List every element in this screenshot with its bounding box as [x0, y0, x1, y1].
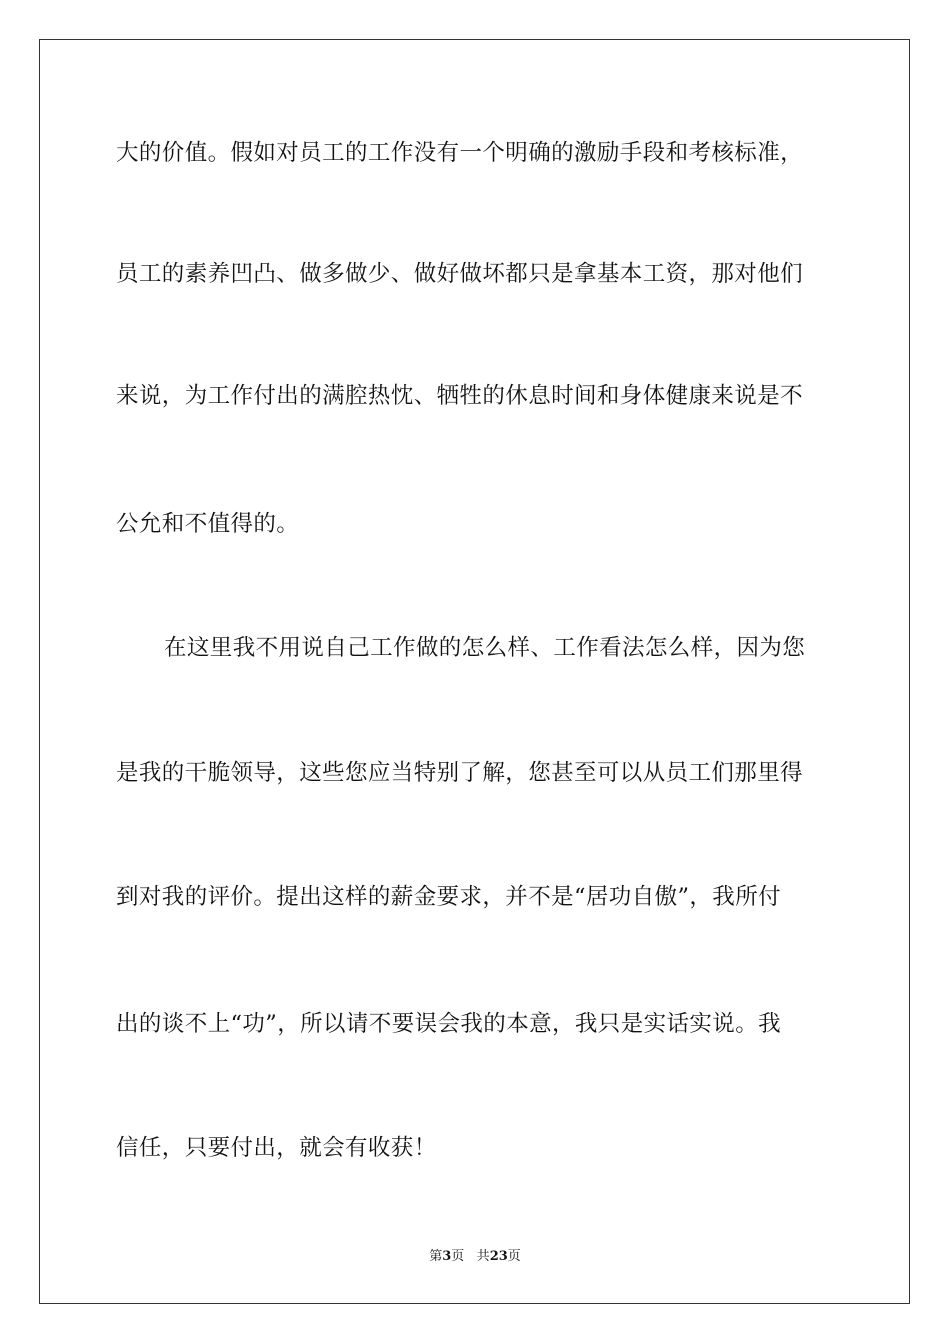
body-line: 出的谈不上“功”，所以请不要误会我的本意，我只是实话实说。我: [116, 1011, 782, 1037]
total-pages: 23: [489, 1249, 508, 1264]
page-border: [39, 39, 910, 1304]
total-suffix: 页: [507, 1249, 521, 1264]
page-prefix: 第: [429, 1249, 443, 1264]
body-line: 信任，只要付出，就会有收获！: [116, 1135, 437, 1161]
body-line: 公允和不值得的。: [116, 511, 300, 537]
page-suffix: 页: [451, 1249, 465, 1264]
body-line: 大的价值。假如对员工的工作没有一个明确的激励手段和考核标准，: [116, 140, 804, 166]
body-line: 员工的素养凹凸、做多做少、做好做坏都只是拿基本工资，那对他们: [116, 261, 804, 287]
total-prefix: 共: [476, 1249, 490, 1264]
body-line: 到对我的评价。提出这样的薪金要求，并不是“居功自傲”，我所付: [116, 884, 782, 910]
page-footer: [0, 1249, 950, 1265]
page-number: 3: [442, 1249, 452, 1264]
paragraph-start-line: 在这里我不用说自己工作做的怎么样、工作看法怎么样，因为您: [164, 635, 806, 661]
body-line: 来说，为工作付出的满腔热忱、牺牲的休息时间和身体健康来说是不: [116, 383, 804, 409]
body-line: 是我的干脆领导，这些您应当特别了解，您甚至可以从员工们那里得: [116, 760, 804, 786]
